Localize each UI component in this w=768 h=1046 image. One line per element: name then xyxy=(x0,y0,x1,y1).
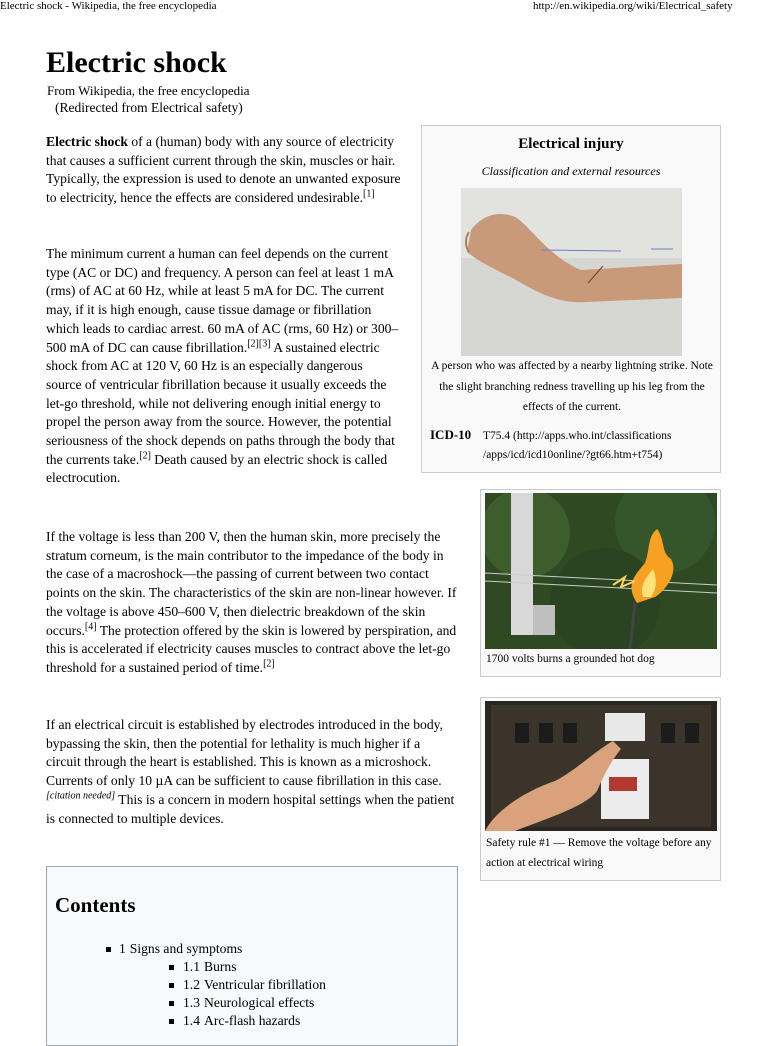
panel-switch xyxy=(563,723,577,743)
toc-item-number: 1.3 xyxy=(183,995,200,1010)
toc-bullet xyxy=(169,1001,174,1006)
site-tagline: From Wikipedia, the free encyclopedia xyxy=(47,83,250,98)
electrical-panel-photo[interactable] xyxy=(485,701,717,831)
hotdog-photo[interactable] xyxy=(485,493,717,649)
page-title: Electric shock xyxy=(46,46,227,79)
pole-bracket xyxy=(533,605,555,635)
paragraph-2-text-c: Death caused by an electric shock is called electrocution. xyxy=(46,451,388,486)
icd-label: ICD-10 xyxy=(430,427,472,442)
infobox-title: Electrical injury xyxy=(518,136,624,152)
toc-bullet xyxy=(169,965,174,970)
paragraph-3 xyxy=(46,528,458,678)
paragraph-4 xyxy=(46,716,458,828)
toc-item-number: 1.2 xyxy=(183,977,200,992)
toc-item-label[interactable]: Burns xyxy=(204,959,237,974)
citation-ref[interactable]: [2] xyxy=(247,337,259,349)
paragraph-2-text-b: A sustained electric shock from AC at 120 V, 60 Hz is an especially dangerous source of ventricular fibrillation because it usually exceeds the let-go threshold, while not delivering enough initial energy to propel the person away from the source. However, the potential seriousness of the shock depends on paths through the body that the currents take. xyxy=(46,339,395,467)
citation-ref[interactable]: [3] xyxy=(258,337,271,349)
thumb-caption: Safety rule #1 — Remove the voltage before any action at electrical wiring xyxy=(486,837,712,869)
toc-item-number: 1.4 xyxy=(183,1013,200,1028)
redirect-note[interactable]: (Redirected from Electrical safety) xyxy=(55,100,243,115)
citation-ref[interactable]: [2] xyxy=(263,658,275,670)
panel-switch xyxy=(515,723,529,743)
paragraph-1-text: of a (human) body with any source of electricity that causes a sufficient current through the skin, muscles or hair. Typically, the expression is used to denote an unwanted exposure to electricity, hence the effects are considered undesirable. xyxy=(46,134,401,206)
citation-ref[interactable]: [4] xyxy=(84,620,97,632)
paragraph-1 xyxy=(46,133,401,208)
toc-list xyxy=(47,940,457,1030)
toc-item-number: 1 xyxy=(119,941,126,956)
pole xyxy=(511,493,533,635)
paragraph-2 xyxy=(46,245,401,488)
page-url[interactable]: http://en.wikipedia.org/wiki/Electrical_safety xyxy=(533,0,733,12)
toc-title: Contents xyxy=(55,893,136,917)
toc-bullet xyxy=(106,947,111,952)
paragraph-2-text-a: The minimum current a human can feel depends on the current type (AC or DC) and frequency. A person can feel at least 1 mA (rms) of AC at 60 Hz, while at least 5 mA for DC. The current may, if it is high enough, cause tissue damage or fibrillation which leads to cardiac arrest. 60 mA of AC (rms, 60 Hz) or 300–500 mA of DC can cause fibrillation. xyxy=(46,246,399,355)
toc-item[interactable] xyxy=(47,958,457,976)
table-of-contents xyxy=(46,866,458,1046)
paragraph-3-text-a: If the voltage is less than 200 V, then the human skin, more precisely the stratum corneum, is the main contributor to the impedance of the body in the case of a macroshock—the passing of current between two contact points on the skin. The characteristics of the skin are non-linear however. If the voltage is above 450–600 V, then dielectric breakdown of the skin occurs. xyxy=(46,529,457,638)
tab-title: Electric shock - Wikipedia, the free encyclopedia xyxy=(0,0,217,12)
toc-item[interactable] xyxy=(47,994,457,1012)
thumb-hotdog xyxy=(480,489,721,677)
toc-item-label[interactable]: Signs and symptoms xyxy=(129,941,243,956)
leg-photo[interactable] xyxy=(461,188,682,356)
toc-item-label[interactable]: Ventricular fibrillation xyxy=(204,977,326,992)
breaker-box xyxy=(605,713,645,741)
paragraph-4-text-b: This is a concern in modern hospital settings when the patient is connected to multiple devices. xyxy=(46,791,455,826)
toc-item-number: 1.1 xyxy=(183,959,200,974)
panel-switch xyxy=(539,723,553,743)
thumb-caption: 1700 volts burns a grounded hot dog xyxy=(486,653,655,665)
citation-ref[interactable]: [1] xyxy=(363,188,375,200)
toc-bullet xyxy=(169,1019,174,1024)
toc-item[interactable] xyxy=(47,976,457,994)
infobox xyxy=(421,125,721,473)
citation-needed[interactable]: [citation needed] xyxy=(46,790,116,802)
thumb-safety xyxy=(480,697,721,881)
toc-item[interactable] xyxy=(47,940,457,958)
infobox-caption: A person who was affected by a nearby lightning strike. Note the slight branching redness travelling up his leg from the effects of the current. xyxy=(431,360,713,413)
panel-switch xyxy=(685,723,699,743)
toc-item-label[interactable]: Neurological effects xyxy=(204,995,315,1010)
paragraph-4-text-a: If an electrical circuit is established by electrodes introduced in the body, bypassing the skin, then the potential for lethality is much higher if a circuit through the heart is established. This is known as a microshock. Currents of only 10 µA can be sufficient to cause fibrillation in this case. xyxy=(46,717,443,789)
infobox-subtitle: Classification and external resources xyxy=(481,164,661,178)
meter-label xyxy=(609,777,637,791)
lead-term: Electric shock xyxy=(46,134,128,149)
toc-item[interactable] xyxy=(47,1012,457,1030)
citation-ref[interactable]: [2] xyxy=(139,450,151,462)
paragraph-3-text-b: The protection offered by the skin is lowered by perspiration, and this is accelerated if electricity causes muscles to contract above the let-go threshold for a sustained period of time. xyxy=(46,622,457,675)
toc-bullet xyxy=(169,983,174,988)
toc-item-label[interactable]: Arc-flash hazards xyxy=(204,1013,301,1028)
panel-switch xyxy=(661,723,675,743)
icd-value[interactable]: T75.4 (http://apps.who.int/classifications /apps/icd/icd10online/?gt66.htm+t754) xyxy=(483,430,672,461)
